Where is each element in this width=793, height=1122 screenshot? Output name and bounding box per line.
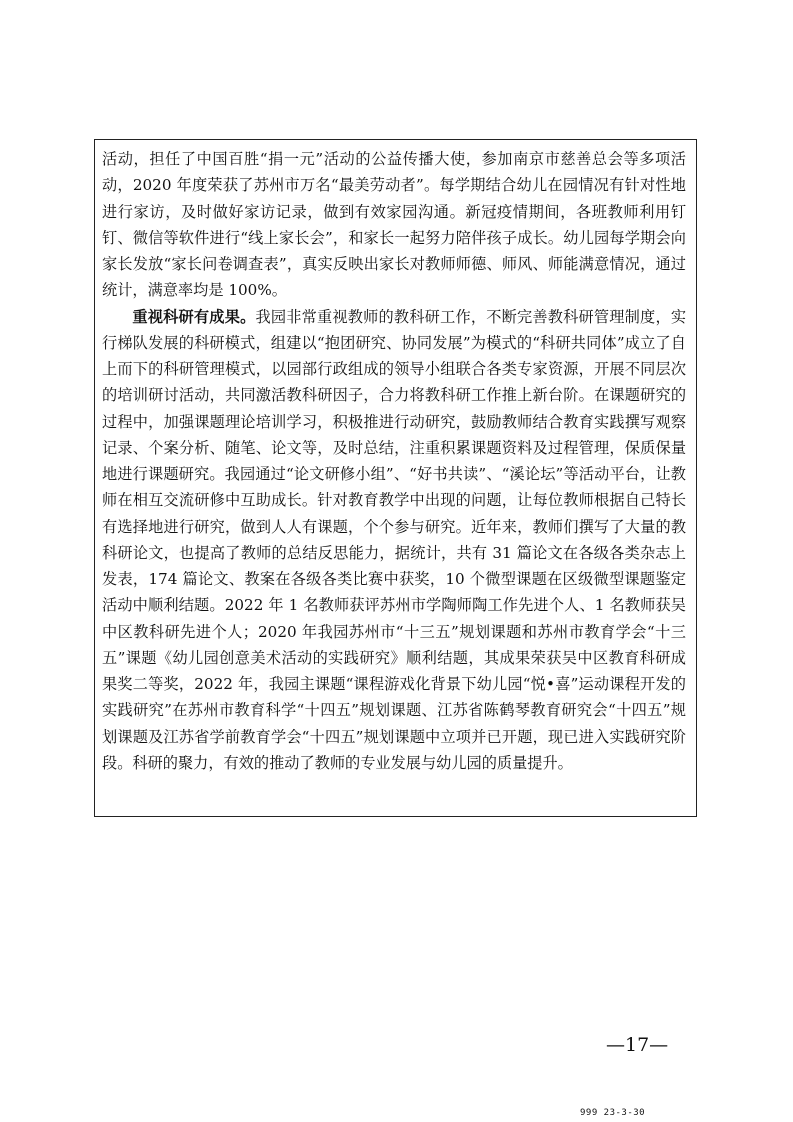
content-frame xyxy=(94,139,697,817)
section-body: 我园非常重视教师的教科研工作，不断完善教科研管理制度，实行梯队发展的科研模式，组建以“抱团研究、协同发展”为模式的“科研共同体”成立了自上而下的科研管理模式，以园部行政组成的领导小组联合各类专家资源，开展不同层次的培训研讨活动，共同激活教科研因子，合力将教科研工作推上新台阶。在课题研究的过程中，加强课题理论培训学习，积极推进行动研究，鼓励教师结合教育实践撰写观察记录、个案分析、随笔、论文等，及时总结，注重积累课题资料及过程管理，保质保量地进行课题研究。我园通过“论文研修小组”、“好书共读”、“溪论坛”等活动平台，让教师在相互交流研修中互助成长。针对教育教学中出现的问题，让每位教师根据自己特长有选择地进行研究，做到人人有课题，个个参与研究。近年来，教师们撰写了大量的教科研论文，也提高了教师的总结反思能力，据统计，共有 31 篇论文在各级各类杂志上发表，174 篇论文、教案在各级各类比赛中获奖，10 个微型课题在区级微型课题鉴定活动中顺利结题。2022 年 1 名教师获评苏州市学陶师陶工作先进个人、1 名教师获吴中区教科研先进个人；2020 年我园苏州市“十三五”规划课题和苏州市教育学会“十三五”课题《幼儿园创意美术活动的实践研究》顺利结题，其成果荣获吴中区教育科研成果奖二等奖，2022 年，我园主课题“课程游戏化背景下幼儿园“悦•喜”运动课程开发的实践研究”在苏州市教育科学“十四五”规划课题、江苏省陈鹤琴教育研究会“十四五”规划课题及江苏省学前教育学会“十四五”规划课题中立项并已开题，现已进入实践研究阶段。科研的聚力，有效的推动了教师的专业发展与幼儿园的质量提升。 xyxy=(102,307,687,772)
paragraph-research xyxy=(102,304,686,777)
page-number: —17— xyxy=(606,1034,669,1056)
paragraph-continuation: 活动，担任了中国百胜“捐一元”活动的公益传播大使，参加南京市慈善总会等多项活动，2020 年度荣获了苏州市万名“最美劳动者”。每学期结合幼儿在园情况有针对性地进行家访，及时做好家访记录，做到有效家园沟通。新冠疫情期间，各班教师利用钉钉、微信等软件进行“线上家长会”，和家长一起努力陪伴孩子成长。幼儿园每学期会向家长发放“家长问卷调查表”，真实反映出家长对教师师德、师风、师能满意情况，通过统计，满意率均是 100%。 xyxy=(102,150,686,300)
footer-code: 999 23-3-30 xyxy=(580,1108,646,1118)
content-body xyxy=(102,146,686,776)
section-heading: 重视科研有成果。 xyxy=(132,307,256,326)
